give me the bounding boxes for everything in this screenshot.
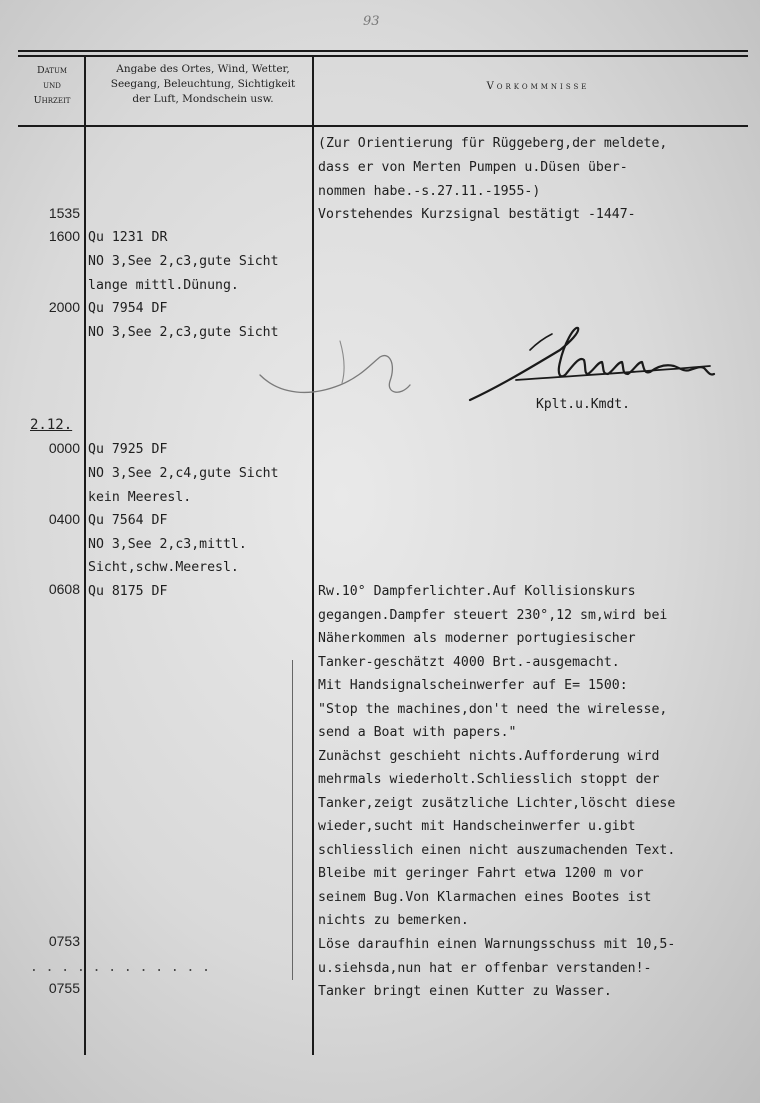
dotted-separator: . . . . . . . . . . . .	[30, 960, 211, 975]
event-line: Tanker bringt einen Kutter zu Wasser.	[318, 984, 612, 999]
date-entry: 2.12.	[30, 417, 73, 433]
event-line: Vorstehendes Kurzsignal bestätigt -1447-	[318, 207, 636, 222]
event-line: Näherkommen als moderner portugiesischer	[318, 631, 636, 646]
top-double-rule-1	[18, 50, 748, 52]
time-entry: 0753	[48, 933, 80, 949]
weather-entry: NO 3,See 2,c3,gute Sicht	[88, 254, 279, 269]
pencil-scribble	[250, 335, 430, 415]
time-entry: 1535	[48, 205, 80, 221]
weather-entry: lange mittl.Dünung.	[88, 278, 239, 293]
event-line: Tanker-geschätzt 4000 Brt.-ausgemacht.	[318, 655, 620, 670]
weather-entry: kein Meeresl.	[88, 490, 192, 505]
weather-entry: NO 3,See 2,c3,gute Sicht	[88, 325, 279, 340]
header-datum-line: und	[43, 80, 61, 91]
event-line: wieder,sucht mit Handscheinwerfer u.gibt	[318, 819, 636, 834]
event-line: nichts zu bemerken.	[318, 913, 469, 928]
position-entry: Qu 1231 DR	[88, 230, 168, 245]
header-datum-line: Uhrzeit	[33, 95, 71, 106]
event-line: gegangen.Dampfer steuert 230°,12 sm,wird bei	[318, 608, 668, 623]
header-angabe-line: der Luft, Mondschein usw.	[132, 93, 274, 105]
time-entry: 0000	[48, 440, 80, 456]
weather-entry: NO 3,See 2,c3,mittl.	[88, 537, 247, 552]
header-angabe	[88, 62, 318, 107]
event-line: send a Boat with papers."	[318, 725, 517, 740]
event-line: Bleibe mit geringer Fahrt etwa 1200 m vor	[318, 866, 644, 881]
event-line: Zunächst geschieht nichts.Aufforderung wird	[318, 749, 660, 764]
time-entry: 1600	[48, 228, 80, 244]
signature-title: Kplt.u.Kmdt.	[536, 397, 630, 412]
event-line: Rw.10° Dampferlichter.Auf Kollisionskurs	[318, 584, 636, 599]
header-angabe-line: Angabe des Ortes, Wind, Wetter,	[116, 63, 290, 75]
event-line: "Stop the machines,don't need the wirelesse,	[318, 702, 668, 717]
header-datum-line: Datum	[36, 65, 68, 76]
event-line: dass er von Merten Pumpen u.Düsen über-	[318, 160, 628, 175]
column-divider-1	[84, 55, 86, 1055]
event-line: Löse daraufhin einen Warnungsschuss mit 10,5-	[318, 937, 676, 952]
position-entry: Qu 7564 DF	[88, 513, 168, 528]
event-line: seinem Bug.Von Klarmachen eines Bootes ist	[318, 890, 652, 905]
time-entry: 2000	[48, 299, 80, 315]
event-line: (Zur Orientierung für Rüggeberg,der meldete,	[318, 136, 668, 151]
time-entry: 0400	[48, 511, 80, 527]
event-line: u.siehsda,nun hat er offenbar verstanden!-	[318, 961, 652, 976]
header-datum	[20, 62, 84, 110]
position-entry: Qu 8175 DF	[88, 584, 168, 599]
column-divider-2	[312, 55, 314, 1055]
event-line: schliesslich einen nicht auszumachenden Text.	[318, 843, 676, 858]
margin-pencil-line	[292, 660, 293, 980]
event-line: Tanker,zeigt zusätzliche Lichter,löscht diese	[318, 796, 676, 811]
page-number: 93	[363, 14, 380, 29]
position-entry: Qu 7954 DF	[88, 301, 168, 316]
time-entry: 0608	[48, 581, 80, 597]
top-double-rule-2	[18, 55, 748, 57]
weather-entry: Sicht,schw.Meeresl.	[88, 560, 239, 575]
event-line: mehrmals wiederholt.Schliesslich stoppt der	[318, 772, 660, 787]
time-entry: 0755	[48, 980, 80, 996]
weather-entry: NO 3,See 2,c4,gute Sicht	[88, 466, 279, 481]
position-entry: Qu 7925 DF	[88, 442, 168, 457]
event-line: nommen habe.-s.27.11.-1955-)	[318, 184, 541, 199]
header-angabe-line: Seegang, Beleuchtung, Sichtigkeit	[110, 78, 296, 90]
header-vorkommnisse: Vorkommnisse	[486, 81, 590, 92]
event-line: Mit Handsignalscheinwerfer auf E= 1500:	[318, 678, 628, 693]
header-rule	[18, 125, 748, 127]
